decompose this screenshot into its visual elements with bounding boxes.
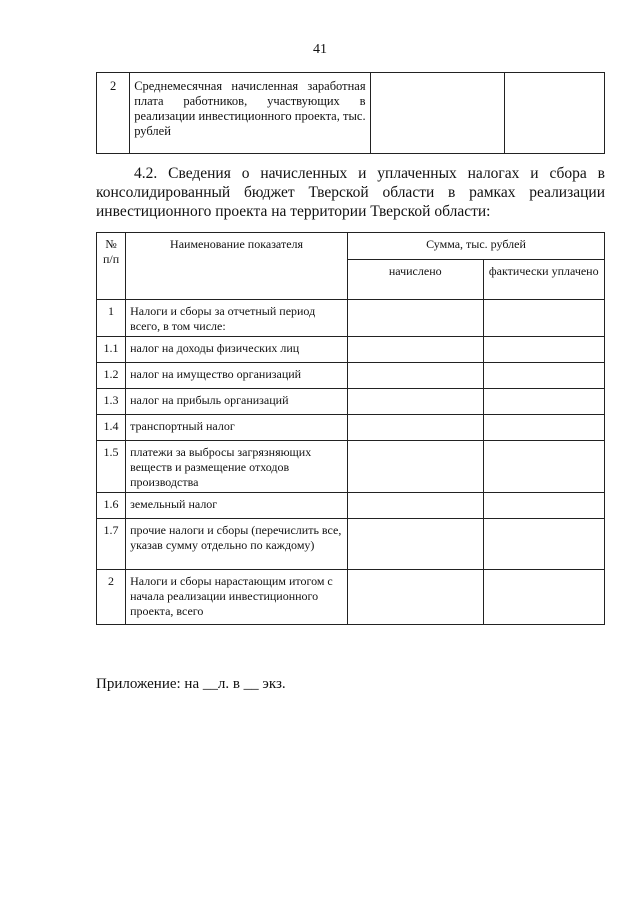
row-number: 1 [97, 300, 126, 337]
table-row [97, 441, 605, 493]
accrued-cell [347, 389, 483, 415]
paid-cell [483, 570, 605, 625]
table-row [97, 73, 605, 154]
row-number: 1.1 [97, 337, 126, 363]
row-number: 1.7 [97, 519, 126, 570]
appendix-note: Приложение: на __л. в __ экз. [96, 676, 286, 692]
header-paid: фактически уплачено [483, 260, 605, 300]
row-indicator-name: платежи за выбросы загрязняющих веществ и размещение отходов производства [126, 441, 348, 493]
paid-cell [483, 337, 605, 363]
row-indicator-name: транспортный налог [126, 415, 348, 441]
row-indicator-name: Среднемесячная начисленная заработная плата работников, участвующих в реализации инвестиционного проекта, тыс. рублей [130, 73, 370, 154]
paid-cell [483, 363, 605, 389]
accrued-cell [347, 441, 483, 493]
value-cell [505, 73, 605, 154]
row-indicator-name: Налоги и сборы за отчетный период всего, в том числе: [126, 300, 348, 337]
page-number: 41 [313, 42, 327, 57]
accrued-cell [347, 415, 483, 441]
taxes-table [96, 232, 605, 625]
accrued-cell [347, 300, 483, 337]
row-indicator-name: налог на имущество организаций [126, 363, 348, 389]
table-row [97, 415, 605, 441]
paid-cell [483, 300, 605, 337]
row-number: 1.4 [97, 415, 126, 441]
value-cell [370, 73, 505, 154]
row-number: 1.2 [97, 363, 126, 389]
row-indicator-name: налог на прибыль организаций [126, 389, 348, 415]
table-body [97, 300, 605, 625]
row-number: 1.6 [97, 493, 126, 519]
table-header-row [97, 233, 605, 260]
row-indicator-name: прочие налоги и сборы (перечислить все, указав сумму отдельно по каждому) [126, 519, 348, 570]
header-accrued: начислено [347, 260, 483, 300]
indicator-table-continued [96, 72, 605, 154]
header-sum: Сумма, тыс. рублей [347, 233, 604, 260]
header-indicator-name: Наименование показателя [126, 233, 348, 300]
paid-cell [483, 493, 605, 519]
table-row [97, 337, 605, 363]
row-number: 1.5 [97, 441, 126, 493]
paid-cell [483, 389, 605, 415]
header-number: № п/п [97, 233, 126, 300]
table-row [97, 519, 605, 570]
accrued-cell [347, 570, 483, 625]
accrued-cell [347, 493, 483, 519]
accrued-cell [347, 519, 483, 570]
row-indicator-name: Налоги и сборы нарастающим итогом с начала реализации инвестиционного проекта, всего [126, 570, 348, 625]
row-number: 1.3 [97, 389, 126, 415]
table-row [97, 570, 605, 625]
row-indicator-name: земельный налог [126, 493, 348, 519]
paid-cell [483, 519, 605, 570]
row-number: 2 [97, 570, 126, 625]
table-row [97, 389, 605, 415]
table-row [97, 493, 605, 519]
accrued-cell [347, 337, 483, 363]
row-indicator-name: налог на доходы физических лиц [126, 337, 348, 363]
paid-cell [483, 415, 605, 441]
paid-cell [483, 441, 605, 493]
row-number: 2 [97, 73, 130, 154]
accrued-cell [347, 363, 483, 389]
section-heading: 4.2. Сведения о начисленных и уплаченных налогах и сбора в консолидированный бюджет Тверской области в рамках реализации инвестиционного проекта на территории Тверской области: [96, 165, 605, 220]
table-row [97, 363, 605, 389]
table-row [97, 300, 605, 337]
